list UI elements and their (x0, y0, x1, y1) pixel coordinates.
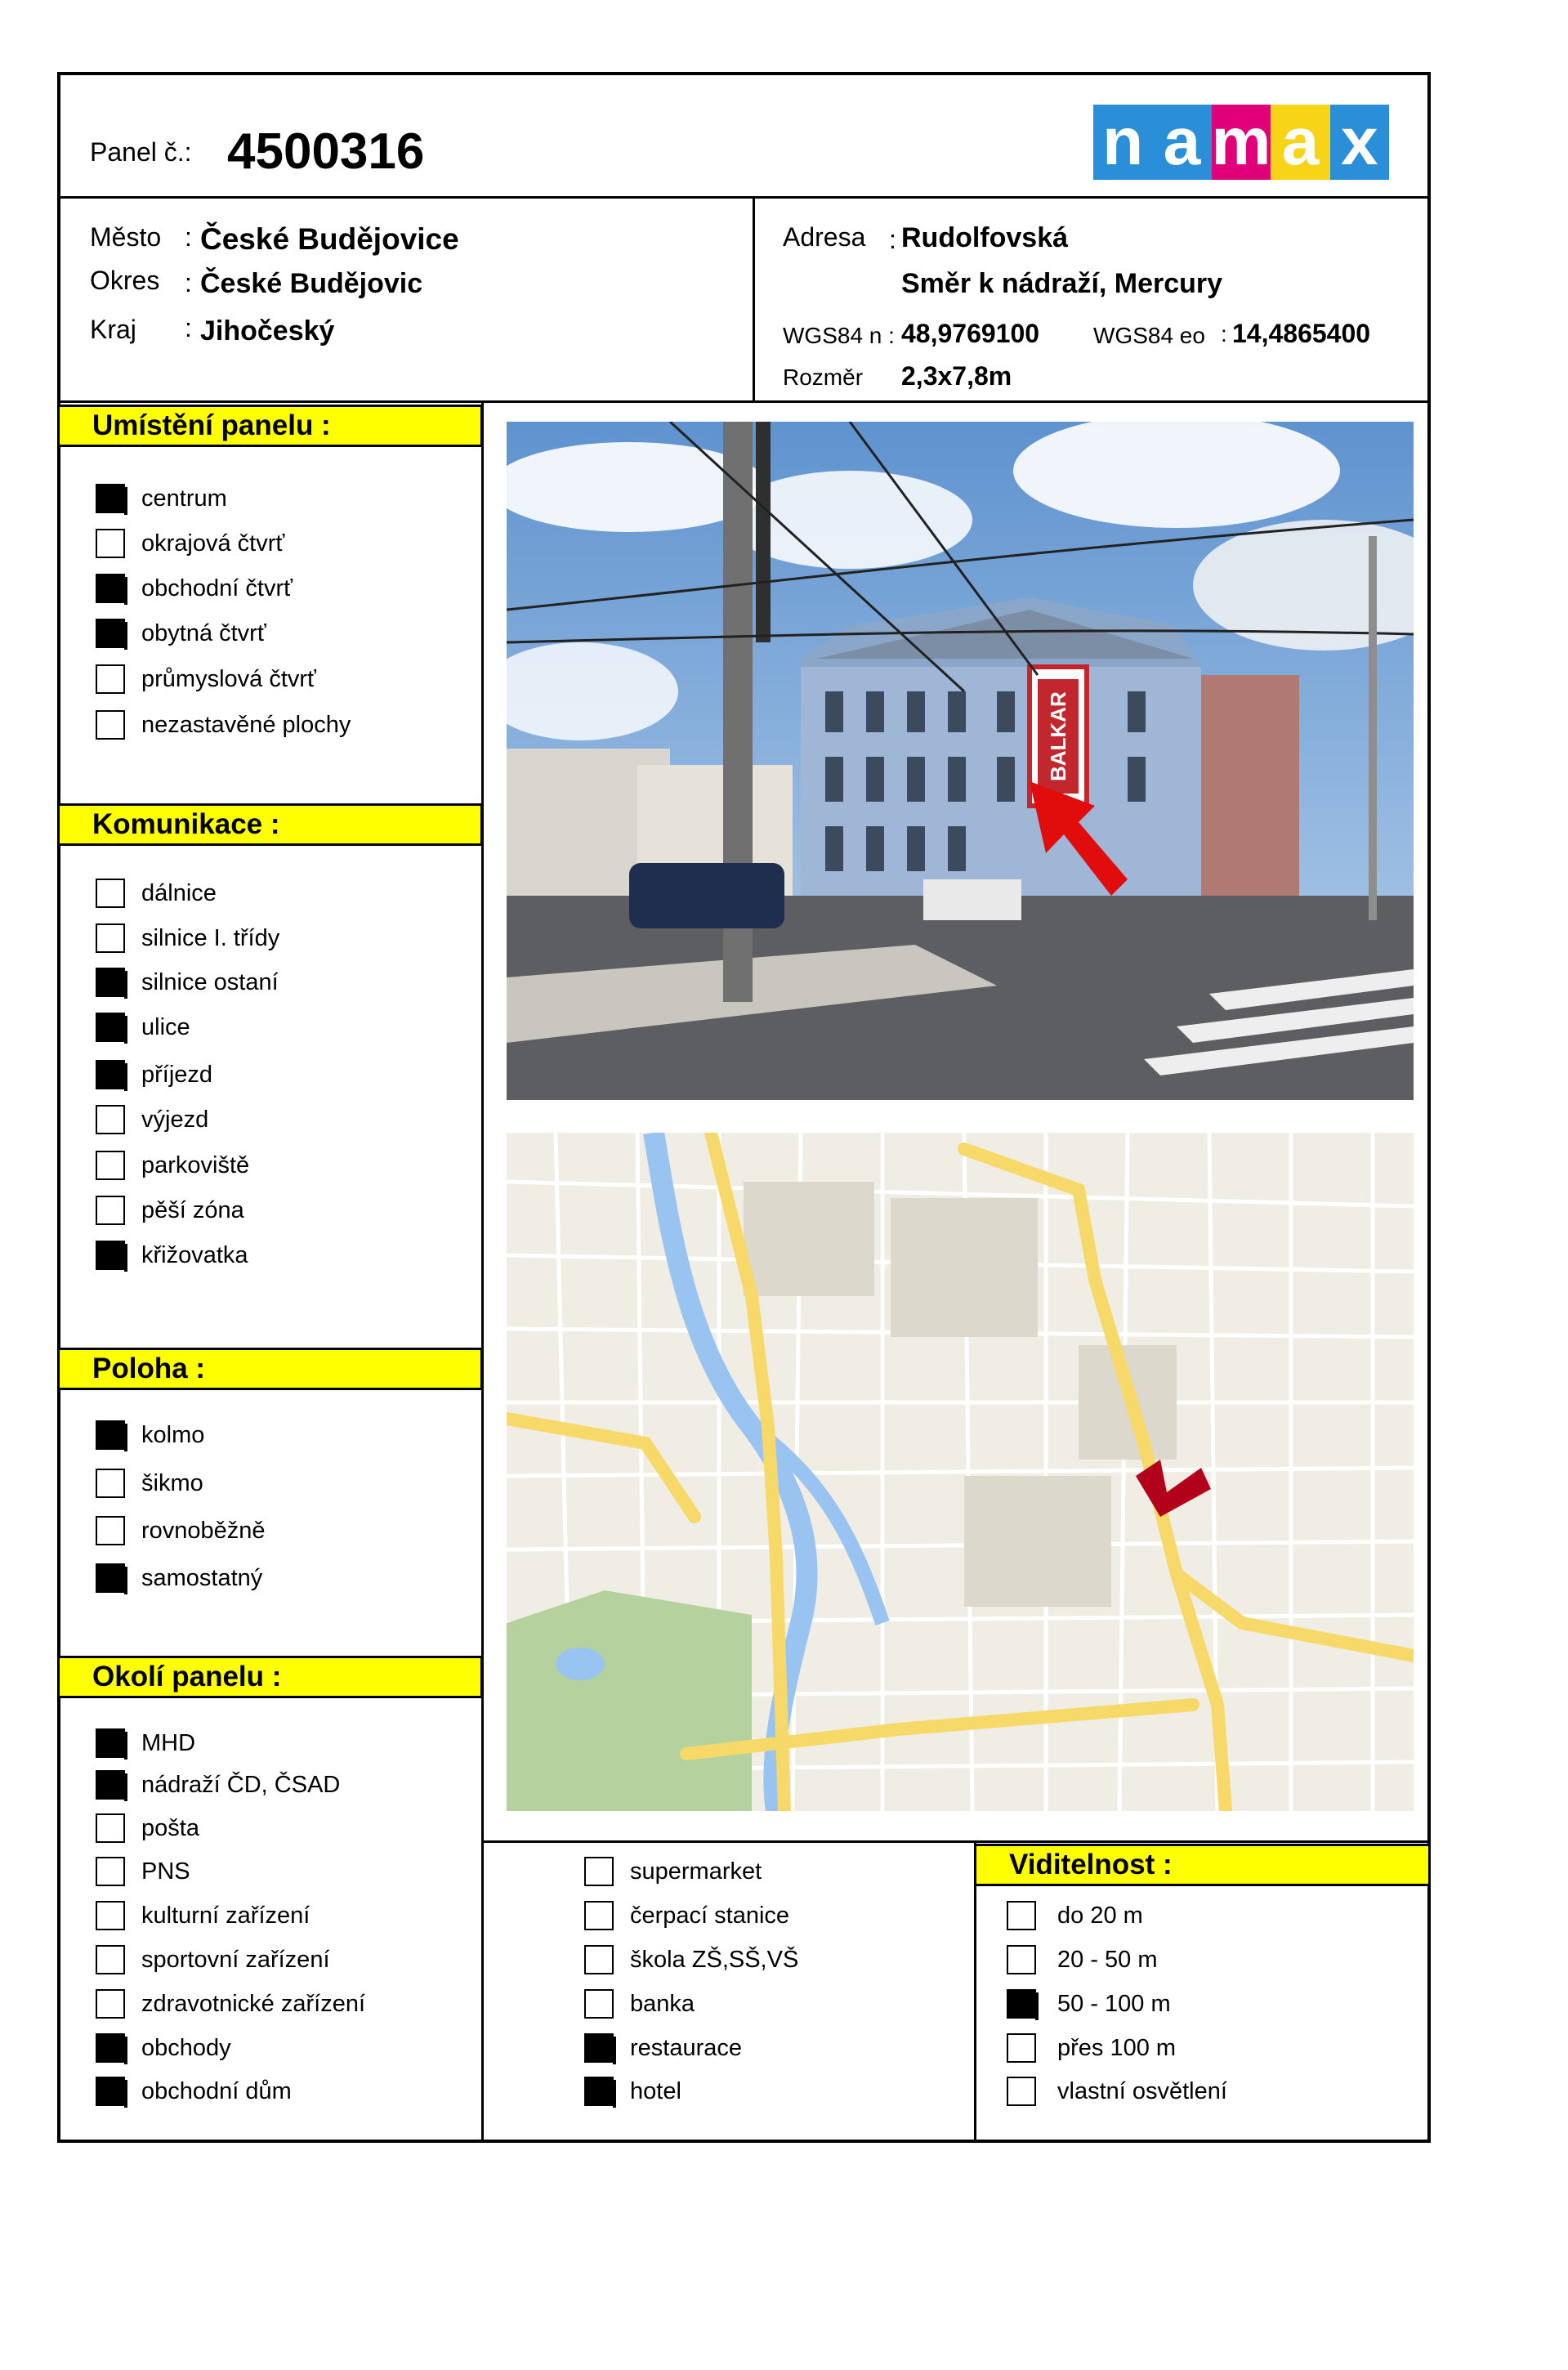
rozmer-value: 2,3x7,8m (901, 361, 1012, 391)
checkbox[interactable] (96, 1105, 125, 1134)
checkbox-label: banka (630, 1991, 695, 2017)
sheet-frame (57, 72, 1431, 2143)
checkbox[interactable] (1007, 1989, 1036, 2019)
checkbox[interactable] (96, 1813, 125, 1843)
mesto-colon: : (185, 222, 192, 252)
checkbox[interactable] (96, 1563, 125, 1593)
logo-letter: x (1330, 105, 1389, 180)
checkbox-label: ulice (141, 1014, 190, 1040)
okoli-header: Okolí panelu : (57, 1656, 483, 1698)
okres-label: Okres (90, 266, 160, 295)
checkbox-label: škola ZŠ,SŠ,VŠ (630, 1947, 799, 1973)
checkbox-label: do 20 m (1057, 1903, 1143, 1929)
wgs-e-colon: : (1221, 321, 1227, 347)
poloha-header: Poloha : (57, 1348, 483, 1390)
checkbox[interactable] (96, 574, 125, 603)
checkbox-label: silnice I. třídy (141, 925, 280, 951)
checkbox-label: nádraží ČD, ČSAD (141, 1772, 341, 1798)
logo-letter: a (1271, 105, 1329, 180)
komunikace-header: Komunikace : (57, 803, 483, 846)
mesto-value: České Budějovice (200, 222, 459, 256)
checkbox-label: 20 - 50 m (1057, 1947, 1158, 1973)
checkbox[interactable] (96, 484, 125, 513)
checkbox[interactable] (96, 619, 125, 648)
namax-logo (1093, 105, 1389, 180)
checkbox[interactable] (1007, 1901, 1036, 1930)
logo-letter: n (1093, 105, 1152, 180)
checkbox-label: rovnoběžně (141, 1518, 266, 1544)
checkbox-label: zdravotnické zařízení (141, 1991, 366, 2017)
panel-label: Panel č.: (90, 137, 192, 167)
checkbox[interactable] (584, 2077, 614, 2106)
checkbox-label: pošta (141, 1815, 199, 1841)
checkbox[interactable] (96, 1241, 125, 1270)
checkbox[interactable] (584, 1857, 614, 1886)
logo-letter: a (1152, 105, 1211, 180)
checkbox-label: čerpací stanice (630, 1903, 790, 1929)
adresa-label: Adresa (783, 222, 866, 252)
kraj-colon: : (185, 313, 192, 342)
divider-header (57, 196, 1431, 199)
checkbox-label: kolmo (141, 1422, 205, 1448)
svg-text:BALKAR: BALKAR (1046, 691, 1070, 781)
checkbox-label: centrum (141, 485, 227, 512)
checkbox[interactable] (96, 1013, 125, 1042)
wgs-e-label: WGS84 eo (1093, 323, 1205, 348)
kraj-value: Jihočeský (200, 315, 335, 347)
wgs-e-value: 14,4865400 (1232, 319, 1371, 348)
checkbox-label: šikmo (141, 1470, 203, 1496)
checkbox-label: samostatný (141, 1565, 263, 1591)
kraj-label: Kraj (90, 315, 136, 344)
checkbox[interactable] (1007, 2077, 1036, 2106)
checkbox[interactable] (584, 1901, 614, 1930)
checkbox[interactable] (96, 1901, 125, 1930)
location-map (507, 1133, 1414, 1811)
checkbox[interactable] (96, 968, 125, 997)
checkbox-label: supermarket (630, 1858, 762, 1885)
checkbox-label: parkoviště (141, 1152, 250, 1178)
checkbox[interactable] (96, 1857, 125, 1886)
checkbox[interactable] (96, 2033, 125, 2063)
checkbox[interactable] (96, 1469, 125, 1498)
wgs-n-value: 48,9769100 (901, 319, 1040, 348)
checkbox-label: obchody (141, 2035, 231, 2061)
checkbox[interactable] (96, 1151, 125, 1180)
checkbox[interactable] (96, 1945, 125, 1974)
checkbox-label: PNS (141, 1858, 190, 1885)
checkbox-label: MHD (141, 1730, 196, 1756)
okres-colon: : (185, 268, 192, 297)
checkbox-label: restaurace (630, 2035, 743, 2061)
wgs-n-label: WGS84 n : (783, 323, 895, 348)
mesto-label: Město (90, 222, 162, 252)
checkbox[interactable] (96, 1196, 125, 1225)
checkbox[interactable] (96, 1420, 125, 1450)
checkbox[interactable] (96, 529, 125, 558)
checkbox[interactable] (584, 1945, 614, 1974)
checkbox-label: obytná čtvrť (141, 620, 266, 646)
checkbox-label: přes 100 m (1057, 2035, 1177, 2061)
divider-location-bottom (57, 400, 1431, 403)
checkbox[interactable] (96, 2077, 125, 2106)
logo-letter: m (1211, 105, 1271, 179)
checkbox-label: vlastní osvětlení (1057, 2078, 1227, 2104)
checkbox[interactable] (96, 1770, 125, 1800)
checkbox-label: kulturní zařízení (141, 1903, 310, 1929)
checkbox[interactable] (96, 1989, 125, 2019)
adresa-colon: : (889, 225, 896, 254)
checkbox-label: obchodní čtvrť (141, 575, 293, 601)
rozmer-label: Rozměr (783, 364, 864, 390)
checkbox[interactable] (96, 1728, 125, 1758)
divider-location (753, 196, 755, 402)
checkbox[interactable] (96, 664, 125, 694)
panel-number: 4500316 (227, 123, 425, 180)
adresa-value: Rudolfovská (901, 222, 1069, 253)
checkbox-label: silnice ostaní (141, 969, 279, 995)
checkbox-label: hotel (630, 2078, 681, 2104)
checkbox-label: výjezd (141, 1107, 209, 1133)
checkbox[interactable] (1007, 1945, 1036, 1974)
checkbox-label: okrajová čtvrť (141, 530, 285, 557)
checkbox[interactable] (1007, 2033, 1036, 2063)
street-photo (507, 422, 1414, 1100)
checkbox-label: nezastavěné plochy (141, 712, 351, 738)
checkbox-label: příjezd (141, 1062, 213, 1088)
viditelnost-header: Viditelnost : (974, 1844, 1431, 1886)
checkbox[interactable] (96, 710, 125, 740)
checkbox-label: 50 - 100 m (1057, 1991, 1171, 2017)
adresa-direction: Směr k nádraží, Mercury (901, 268, 1223, 299)
checkbox-label: průmyslová čtvrť (141, 666, 316, 692)
checkbox[interactable] (96, 1516, 125, 1545)
checkbox-label: dálnice (141, 880, 217, 906)
checkbox-label: sportovní zařízení (141, 1947, 330, 1973)
divider-left-column (481, 400, 484, 2143)
umisteni-header: Umístění panelu : (57, 405, 483, 447)
checkbox-label: křižovatka (141, 1242, 248, 1268)
divider-bottom-section (481, 1840, 1431, 1843)
checkbox[interactable] (584, 2033, 614, 2063)
checkbox[interactable] (96, 879, 125, 908)
checkbox[interactable] (96, 1060, 125, 1089)
checkbox[interactable] (584, 1989, 614, 2019)
okres-value: České Budějovic (200, 268, 423, 299)
checkbox-label: obchodní dům (141, 2078, 292, 2104)
checkbox-label: pěší zóna (141, 1197, 244, 1223)
checkbox[interactable] (96, 923, 125, 953)
